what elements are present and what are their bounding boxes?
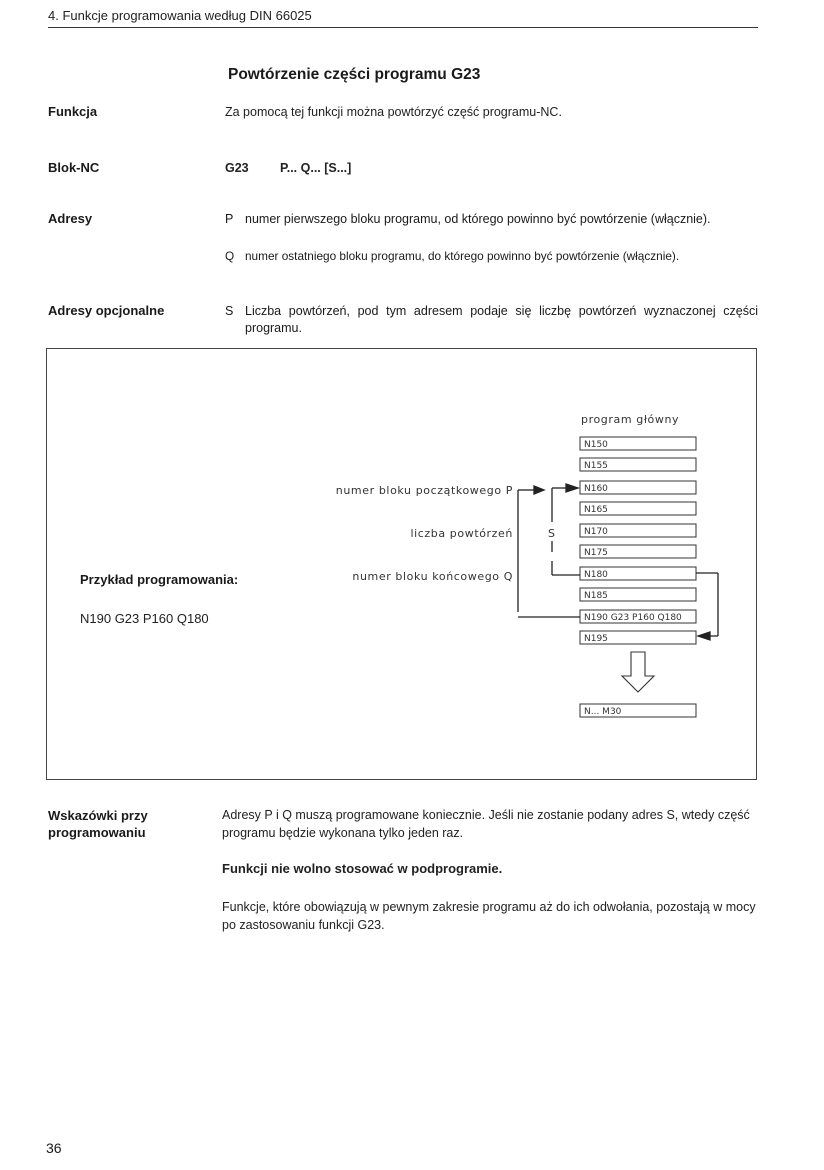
program-block bbox=[580, 437, 696, 450]
program-block bbox=[580, 631, 696, 644]
repeat-label: liczba powtórzeń bbox=[410, 527, 513, 540]
program-block-end-m30 bbox=[580, 704, 696, 717]
program-block-g23 bbox=[580, 610, 696, 623]
block-label: N170 bbox=[584, 527, 608, 537]
block-label: N150 bbox=[584, 440, 608, 450]
funkcja-label: Funkcja bbox=[48, 104, 98, 119]
block-list bbox=[580, 437, 696, 717]
program-block-start bbox=[580, 481, 696, 494]
block-label: N155 bbox=[584, 461, 608, 471]
block-label: N195 bbox=[584, 634, 608, 644]
wskazowki-label-2: programowaniu bbox=[48, 825, 146, 840]
program-block-end bbox=[580, 567, 696, 580]
block-label: N175 bbox=[584, 548, 608, 558]
program-block bbox=[580, 524, 696, 537]
adres-p-key: P bbox=[225, 212, 234, 226]
start-pointer-arrow bbox=[518, 486, 544, 612]
adres-s-key: S bbox=[225, 304, 234, 318]
block-label: N180 bbox=[584, 570, 608, 580]
program-block bbox=[580, 502, 696, 515]
block-label: N190 G23 P160 Q180 bbox=[584, 613, 682, 623]
block-label: N185 bbox=[584, 591, 608, 601]
blok-params: P... Q... [S...] bbox=[280, 161, 352, 175]
adresy-opcjonalne-label: Adresy opcjonalne bbox=[48, 303, 165, 318]
page-number: 36 bbox=[46, 1140, 62, 1156]
adresy-label: Adresy bbox=[48, 211, 93, 226]
block-label: N... M30 bbox=[584, 707, 622, 717]
adres-s-text: Liczba powtórzeń, pod tym adresem podaje się liczbę powtórzeń wyznaczonej części programu. bbox=[245, 304, 758, 335]
start-label: numer bloku początkowego P bbox=[335, 484, 513, 497]
blok-label: Blok-NC bbox=[48, 160, 100, 175]
example-label: Przykład programowania: bbox=[80, 572, 239, 587]
adres-q-text: numer ostatniego bloku programu, do którego powinno być powtórzenie (włącznie). bbox=[245, 249, 680, 263]
program-block bbox=[580, 458, 696, 471]
running-header: 4. Funkcje programowania według DIN 66025 bbox=[48, 8, 312, 23]
block-label: N165 bbox=[584, 505, 608, 515]
adres-q-key: Q bbox=[225, 249, 235, 263]
adres-p-text: numer pierwszego bloku programu, od którego powinno być powtórzenie (włącznie). bbox=[245, 212, 711, 226]
loop-back-path bbox=[518, 484, 580, 617]
example-code: N190 G23 P160 Q180 bbox=[80, 611, 209, 626]
program-block bbox=[580, 588, 696, 601]
column-title: program główny bbox=[581, 413, 680, 426]
funkcja-text: Za pomocą tej funkcji można powtórzyć część programu-NC. bbox=[225, 105, 562, 119]
program-block bbox=[580, 545, 696, 558]
down-arrow-icon bbox=[622, 652, 654, 692]
repeat-key: S bbox=[548, 527, 556, 540]
blok-code: G23 bbox=[225, 161, 249, 175]
wskazowki-para-1: Adresy P i Q muszą programowane koniecznie. Jeśli nie zostanie podany adres S, wtedy część programu będzie wykonana tylko jeden raz. bbox=[222, 808, 750, 840]
wskazowki-para-2: Funkcji nie wolno stosować w podprogramie. bbox=[222, 861, 503, 876]
block-label: N160 bbox=[584, 484, 608, 494]
end-pointer-arrow bbox=[696, 573, 718, 640]
section-title: Powtórzenie części programu G23 bbox=[228, 66, 481, 83]
end-label: numer bloku końcowego Q bbox=[352, 570, 513, 583]
wskazowki-label-1: Wskazówki przy bbox=[48, 808, 148, 823]
wskazowki-para-3: Funkcje, które obowiązują w pewnym zakresie programu aż do ich odwołania, pozostają w mocy po zastosowaniu funkcji G23. bbox=[222, 900, 756, 932]
